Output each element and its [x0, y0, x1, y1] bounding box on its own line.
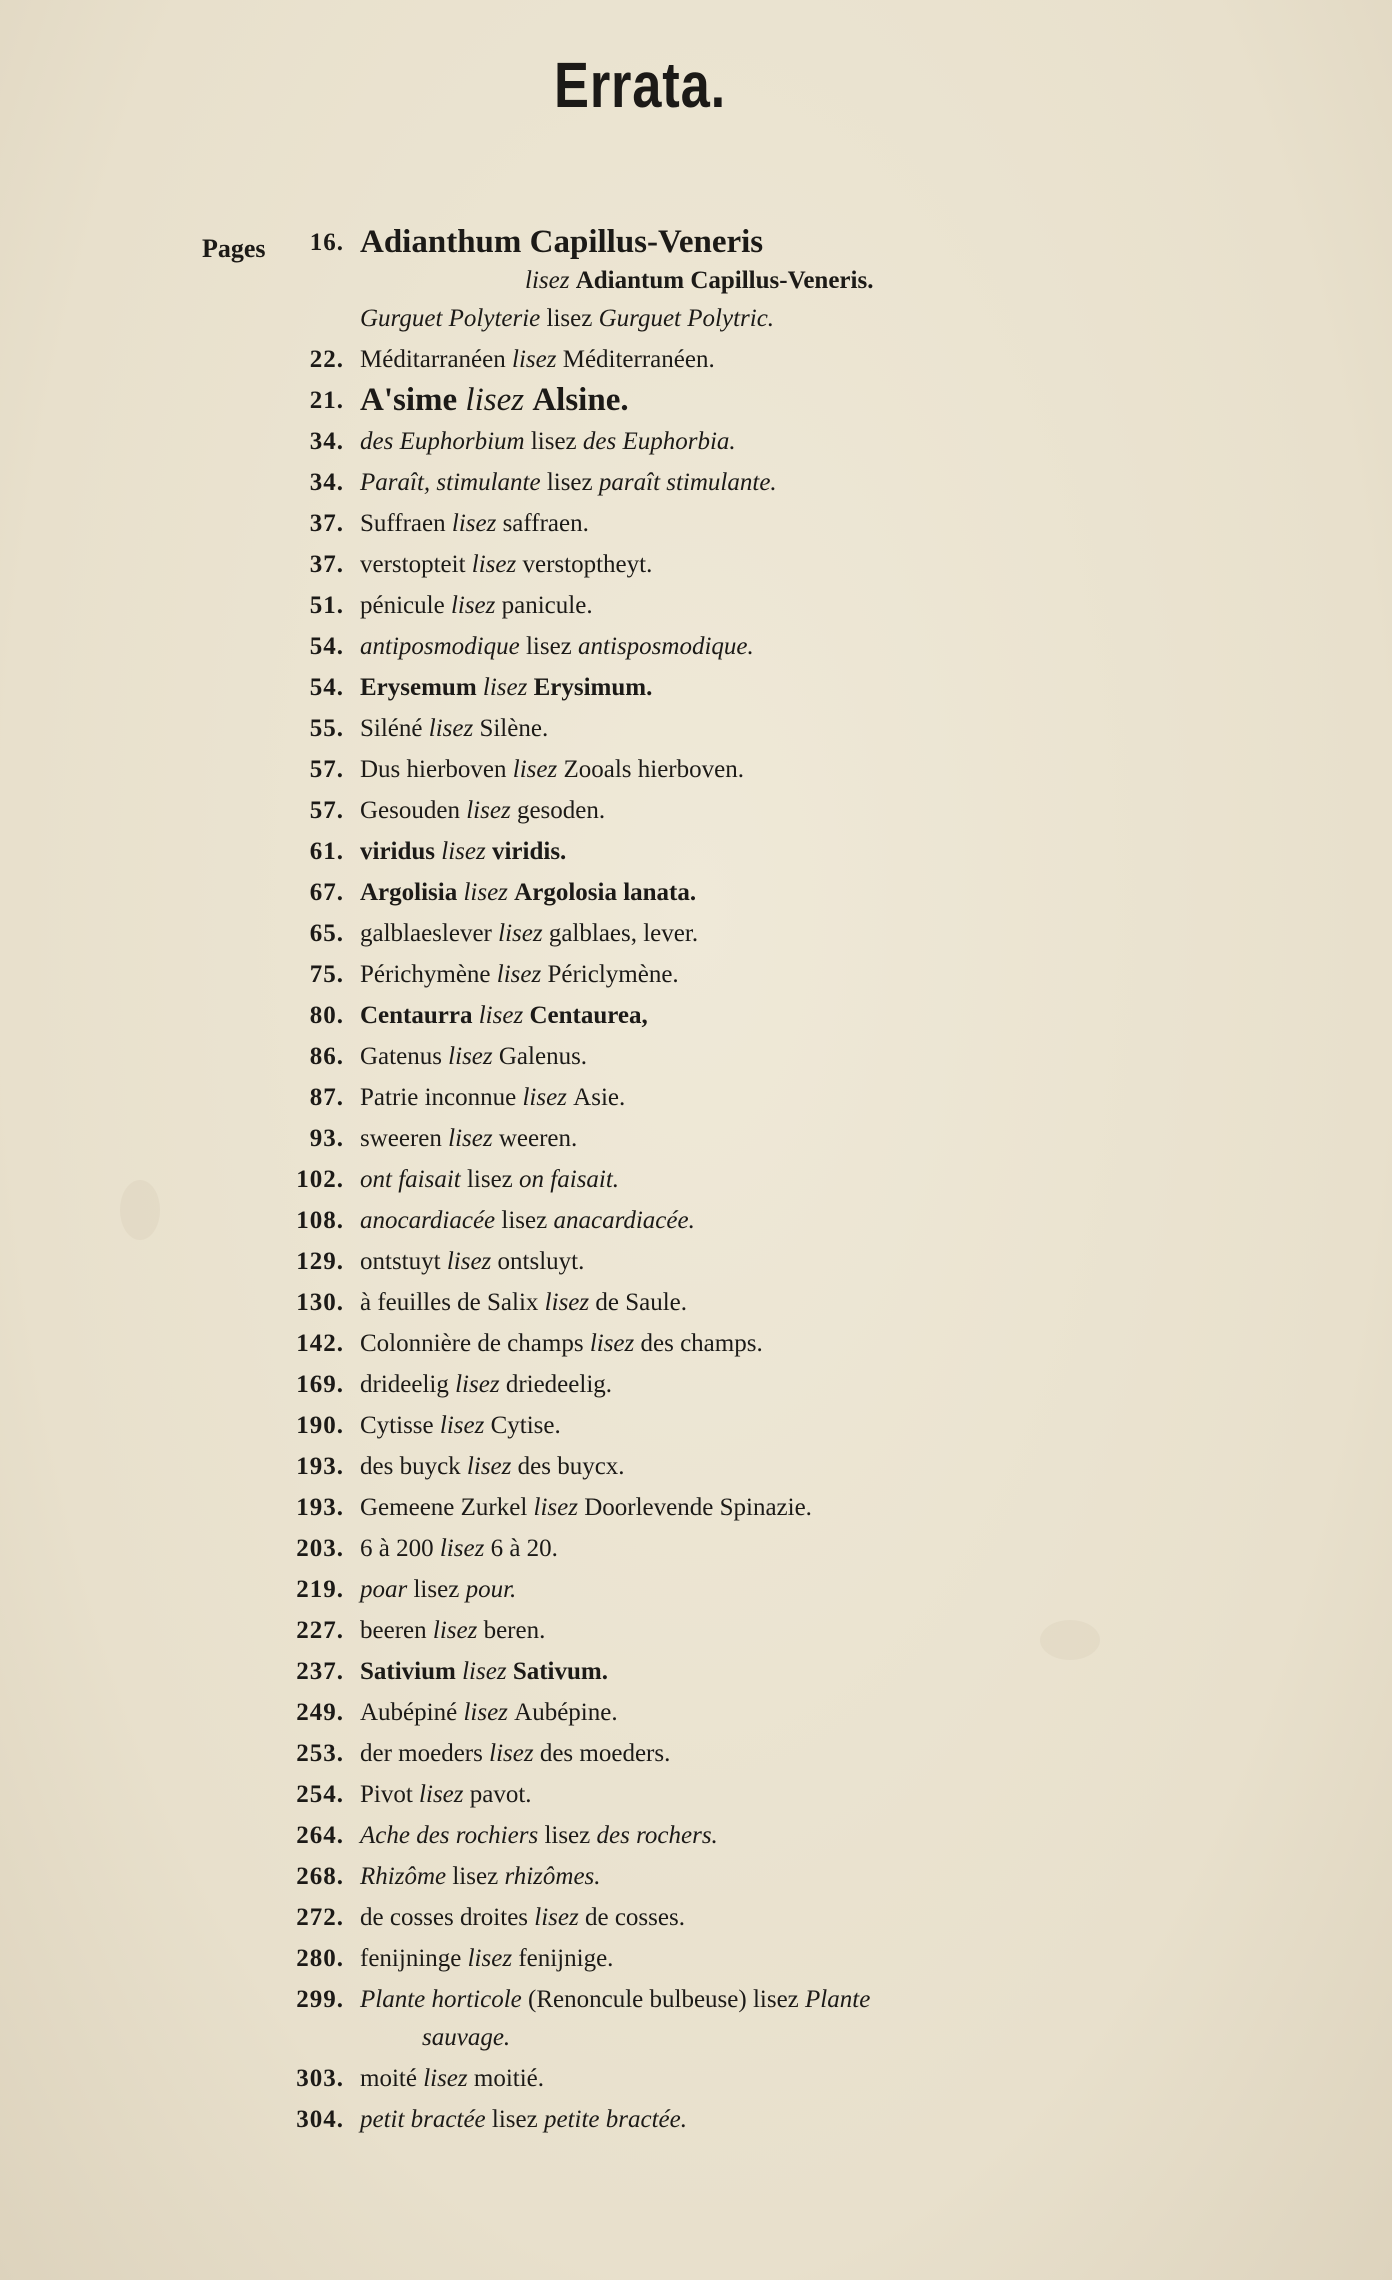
page-number: 57.	[309, 756, 344, 783]
bold-text: Alsine.	[532, 382, 629, 418]
italic-text: lisez	[496, 961, 548, 988]
errata-entry	[0, 1118, 1392, 1159]
errata-text	[360, 1528, 558, 1569]
page-number: 304.	[296, 2106, 344, 2133]
errata-entry	[0, 1159, 1392, 1200]
errata-entry	[0, 1241, 1392, 1282]
errata-entry	[0, 872, 1392, 913]
page-number: 87.	[309, 1084, 344, 1111]
errata-text	[360, 1282, 687, 1323]
plain-text: galblaeslever	[360, 920, 499, 947]
errata-entry	[0, 222, 1392, 263]
plain-text: beeren	[360, 1617, 433, 1644]
errata-entry	[0, 1856, 1392, 1897]
bold-text: Adianthum Capillus-Veneris	[360, 224, 764, 260]
errata-text	[360, 544, 652, 585]
plain-text: verstoptheyt.	[522, 551, 653, 578]
errata-text	[360, 1938, 613, 1979]
italic-text: Plante horticole	[360, 1986, 522, 2013]
plain-text: lisez	[538, 1822, 597, 1849]
page-number: 280.	[296, 1945, 344, 1972]
errata-entry	[0, 1446, 1392, 1487]
errata-text	[360, 1077, 625, 1118]
plain-text: Périclymène.	[547, 961, 679, 988]
italic-text: antiposmodique	[360, 633, 520, 660]
plain-text: Aubépine.	[514, 1699, 618, 1726]
errata-entry	[0, 1610, 1392, 1651]
italic-text: anocardiacée	[360, 1207, 496, 1234]
plain-text: drideelig	[360, 1371, 456, 1398]
plain-text: Doorlevende Spinazie.	[584, 1494, 812, 1521]
italic-text: lisez	[462, 1658, 513, 1685]
plain-text: moitié.	[473, 2065, 545, 2092]
errata-entry	[0, 298, 1392, 339]
italic-text: lisez	[498, 920, 549, 947]
plain-text: de cosses droites	[360, 1904, 535, 1931]
errata-entry	[0, 380, 1392, 421]
page-number: 190.	[296, 1412, 344, 1439]
italic-text: lisez	[448, 1043, 499, 1070]
errata-entry	[0, 1323, 1392, 1364]
errata-entry	[0, 790, 1392, 831]
page-number: 34.	[309, 469, 344, 496]
page-number: 80.	[309, 1002, 344, 1029]
plain-text: à feuilles de Salix	[360, 1289, 545, 1316]
italic-text: Rhizôme	[360, 1863, 447, 1890]
page-number: 16.	[309, 229, 344, 256]
italic-text: lisez	[466, 1453, 518, 1480]
plain-text: Silène.	[479, 715, 549, 742]
italic-text: anacardiacée.	[553, 1207, 695, 1234]
italic-text: lisez	[451, 510, 503, 537]
errata-entry	[0, 954, 1392, 995]
plain-text: des buycx.	[517, 1453, 625, 1480]
plain-text: galblaes, lever.	[548, 920, 699, 947]
plain-text: lisez	[460, 1166, 520, 1193]
errata-text	[360, 1692, 618, 1733]
italic-text: pour.	[465, 1576, 517, 1603]
page-number: 93.	[309, 1125, 344, 1152]
plain-text: lisez	[540, 469, 599, 496]
errata-text	[360, 380, 629, 421]
page-number: 65.	[309, 920, 344, 947]
errata-text	[360, 1323, 763, 1364]
italic-text: lisez	[482, 674, 534, 701]
errata-entry	[0, 462, 1392, 503]
plain-text: driedeelig.	[505, 1371, 613, 1398]
italic-text: lisez	[471, 551, 523, 578]
plain-text: 6 à 20.	[490, 1535, 558, 1562]
bold-text: Erysemum	[360, 674, 483, 701]
italic-text: lisez	[522, 1084, 574, 1111]
errata-text	[360, 2058, 544, 2099]
errata-entry	[0, 1405, 1392, 1446]
plain-text: verstopteit	[360, 551, 472, 578]
plain-text: fenijninge	[360, 1945, 468, 1972]
errata-entry	[0, 1364, 1392, 1405]
bold-text: Adiantum Capillus-Veneris.	[575, 267, 874, 294]
page-number: 57.	[309, 797, 344, 824]
italic-text: Ache des rochiers	[360, 1822, 539, 1849]
plain-text: Suffraen	[360, 510, 452, 537]
errata-text	[360, 872, 696, 913]
italic-text: lisez	[463, 879, 515, 906]
errata-text	[360, 222, 763, 263]
plain-text: Méditarranéen	[360, 346, 513, 373]
italic-text: ont faisait	[360, 1166, 461, 1193]
page-number: 299.	[296, 1986, 344, 2013]
page-number: 54.	[309, 674, 344, 701]
pages-label: Pages	[202, 234, 266, 263]
italic-text: des rochers.	[596, 1822, 718, 1849]
italic-text: Gurguet Polyterie	[360, 305, 541, 332]
page-number: 129.	[296, 1248, 344, 1275]
errata-text	[360, 339, 715, 380]
errata-list	[0, 222, 1392, 2140]
italic-text: lisez	[441, 838, 492, 865]
errata-entry	[0, 585, 1392, 626]
plain-text: (Renoncule bulbeuse) lisez	[521, 1986, 806, 2013]
page-number: 193.	[296, 1494, 344, 1521]
page-number: 253.	[296, 1740, 344, 1767]
italic-text: lisez	[439, 1535, 491, 1562]
page-number: 61.	[309, 838, 344, 865]
errata-entry	[0, 1200, 1392, 1241]
errata-entry	[0, 913, 1392, 954]
errata-text	[360, 913, 698, 954]
italic-text: lisez	[463, 1699, 515, 1726]
errata-entry	[0, 1897, 1392, 1938]
plain-text: Gesouden	[360, 797, 467, 824]
errata-entry	[0, 831, 1392, 872]
plain-text: Patrie inconnue	[360, 1084, 523, 1111]
plain-text: Gemeene Zurkel	[360, 1494, 534, 1521]
plain-text: Asie.	[573, 1084, 626, 1111]
bold-text: viridis.	[491, 838, 567, 865]
errata-entry	[0, 1774, 1392, 1815]
plain-text: panicule.	[501, 592, 593, 619]
plain-text: de cosses.	[584, 1904, 685, 1931]
errata-entry	[0, 1282, 1392, 1323]
errata-text	[360, 1897, 685, 1938]
plain-text: des champs.	[640, 1330, 763, 1357]
plain-text: lisez	[446, 1863, 505, 1890]
errata-entry	[0, 1979, 1392, 2020]
plain-text: lisez	[407, 1576, 466, 1603]
page-number: 67.	[309, 879, 344, 906]
page-number: 254.	[296, 1781, 344, 1808]
italic-text: lisez	[450, 592, 502, 619]
italic-text: lisez	[428, 715, 480, 742]
errata-text	[360, 462, 777, 503]
errata-entry	[0, 667, 1392, 708]
page-number: 249.	[296, 1699, 344, 1726]
plain-text: Gatenus	[360, 1043, 449, 1070]
page-number: 75.	[309, 961, 344, 988]
errata-entry	[0, 2058, 1392, 2099]
errata-entry	[0, 1077, 1392, 1118]
italic-text: lisez	[432, 1617, 484, 1644]
page-number: 303.	[296, 2065, 344, 2092]
page-number: 37.	[309, 551, 344, 578]
italic-text: lisez	[455, 1371, 506, 1398]
errata-entry	[0, 1938, 1392, 1979]
plain-text: saffraen.	[502, 510, 589, 537]
italic-text: petite bractée.	[543, 2106, 687, 2133]
errata-text	[360, 995, 648, 1036]
bold-text: Argolosia lanata.	[514, 879, 697, 906]
errata-entry	[0, 1569, 1392, 1610]
errata-text	[360, 1651, 608, 1692]
italic-text: poar	[360, 1576, 408, 1603]
plain-text: lisez	[485, 2106, 544, 2133]
plain-text: weeren.	[498, 1125, 578, 1152]
plain-text: ontsluyt.	[497, 1248, 585, 1275]
errata-entry	[0, 1692, 1392, 1733]
plain-text: Zooals hierboven.	[563, 756, 744, 783]
errata-text	[360, 503, 589, 544]
plain-text: der moeders	[360, 1740, 490, 1767]
plain-text: Pivot	[360, 1781, 420, 1808]
errata-entry	[0, 1487, 1392, 1528]
errata-text	[525, 260, 873, 301]
italic-text: lisez	[489, 1740, 540, 1767]
plain-text: gesoden.	[516, 797, 606, 824]
italic-text: antisposmodique.	[578, 633, 754, 660]
page-number: 237.	[296, 1658, 344, 1685]
plain-text: Dus hierboven	[360, 756, 513, 783]
plain-text: lisez	[524, 428, 583, 455]
errata-entry	[0, 1651, 1392, 1692]
errata-text	[360, 1118, 577, 1159]
plain-text: pénicule	[360, 592, 451, 619]
errata-text	[360, 626, 754, 667]
italic-text: lisez	[466, 797, 517, 824]
errata-text	[360, 2099, 687, 2140]
errata-text	[360, 954, 679, 995]
page-number: 51.	[309, 592, 344, 619]
italic-text: lisez	[419, 1781, 470, 1808]
errata-text	[360, 1856, 601, 1897]
page-number: 34.	[309, 428, 344, 455]
errata-text	[360, 831, 566, 872]
italic-text: lisez	[534, 1904, 585, 1931]
errata-text	[360, 1364, 612, 1405]
errata-text	[360, 298, 774, 339]
plain-text: Siléné	[360, 715, 429, 742]
bold-text: Sativum.	[512, 1658, 608, 1685]
plain-text: lisez	[540, 305, 599, 332]
errata-text	[360, 1979, 870, 2020]
bold-text: Sativium	[360, 1658, 463, 1685]
errata-entry	[0, 544, 1392, 585]
page-number: 102.	[296, 1166, 344, 1193]
errata-entry	[0, 421, 1392, 462]
plain-text: moité	[360, 2065, 424, 2092]
errata-text	[360, 790, 605, 831]
page-number: 227.	[296, 1617, 344, 1644]
italic-text: lisez	[533, 1494, 585, 1521]
bold-text: Centaurea,	[529, 1002, 648, 1029]
errata-text	[360, 585, 593, 626]
page-number: 193.	[296, 1453, 344, 1480]
errata-entry	[0, 749, 1392, 790]
errata-text	[360, 667, 652, 708]
errata-text	[360, 1200, 695, 1241]
errata-entry	[0, 1528, 1392, 1569]
page-number: 108.	[296, 1207, 344, 1234]
plain-text: pavot.	[469, 1781, 532, 1808]
errata-entry	[0, 708, 1392, 749]
plain-text: lisez	[495, 1207, 554, 1234]
bold-text: Argolisia	[360, 879, 464, 906]
italic-text: lisez	[589, 1330, 641, 1357]
errata-text	[360, 1241, 584, 1282]
page-number: 268.	[296, 1863, 344, 1890]
errata-entry	[0, 995, 1392, 1036]
italic-text: des Euphorbium	[360, 428, 525, 455]
page-number: 203.	[296, 1535, 344, 1562]
plain-text: de Saule.	[595, 1289, 688, 1316]
page-number: 272.	[296, 1904, 344, 1931]
italic-text: Gurguet Polytric.	[598, 305, 775, 332]
errata-entry	[0, 626, 1392, 667]
errata-text	[360, 1774, 532, 1815]
plain-text: Colonnière de champs	[360, 1330, 590, 1357]
errata-text	[360, 1733, 670, 1774]
italic-text: on faisait.	[519, 1166, 620, 1193]
plain-text: des moeders.	[539, 1740, 671, 1767]
errata-text	[360, 1487, 812, 1528]
errata-text	[360, 1569, 516, 1610]
italic-text: lisez	[478, 1002, 530, 1029]
page-number: 22.	[309, 346, 344, 373]
italic-text: lisez	[525, 267, 576, 294]
plain-text: lisez	[519, 633, 579, 660]
errata-text	[360, 708, 548, 749]
page-number: 86.	[309, 1043, 344, 1070]
errata-entry	[0, 2099, 1392, 2140]
italic-text: lisez	[467, 1945, 519, 1972]
italic-text: lisez	[465, 382, 533, 418]
italic-text: lisez	[446, 1248, 498, 1275]
errata-entry	[0, 1036, 1392, 1077]
page-number: 264.	[296, 1822, 344, 1849]
italic-text: lisez	[448, 1125, 499, 1152]
page-title: Errata.	[553, 49, 727, 121]
errata-text	[360, 1610, 545, 1651]
italic-text: lisez	[423, 2065, 474, 2092]
errata-text	[422, 2017, 510, 2058]
errata-text	[360, 1036, 587, 1077]
errata-entry	[0, 503, 1392, 544]
plain-text: des buyck	[360, 1453, 467, 1480]
plain-text: Galenus.	[498, 1043, 588, 1070]
errata-entry	[0, 1815, 1392, 1856]
errata-text	[360, 1446, 625, 1487]
errata-entry	[0, 339, 1392, 380]
plain-text: 6 à 200	[360, 1535, 440, 1562]
plain-text: Cytisse	[360, 1412, 440, 1439]
plain-text: Périchymène	[360, 961, 497, 988]
page-number: 37.	[309, 510, 344, 537]
errata-entry	[0, 1733, 1392, 1774]
page-number: 21.	[309, 387, 344, 414]
page-number: 55.	[309, 715, 344, 742]
bold-text: viridus	[360, 838, 442, 865]
italic-text: des Euphorbia.	[582, 428, 736, 455]
plain-text: sweeren	[360, 1125, 449, 1152]
errata-text	[360, 1159, 619, 1200]
italic-text: Paraît, stimulante	[360, 469, 541, 496]
italic-text: lisez	[439, 1412, 491, 1439]
italic-text: lisez	[512, 756, 564, 783]
bold-text: A'sime	[360, 382, 466, 418]
page-number: 169.	[296, 1371, 344, 1398]
plain-text: fenijnige.	[518, 1945, 614, 1972]
plain-text: Méditerranéen.	[562, 346, 715, 373]
page-number: 130.	[296, 1289, 344, 1316]
plain-text: Aubépiné	[360, 1699, 464, 1726]
errata-text	[360, 1405, 561, 1446]
italic-text: rhizômes.	[504, 1863, 601, 1890]
page-number: 142.	[296, 1330, 344, 1357]
bold-text: Centaurra	[360, 1002, 479, 1029]
plain-text: ontstuyt	[360, 1248, 447, 1275]
errata-text	[360, 1815, 718, 1856]
italic-text: lisez	[512, 346, 563, 373]
italic-text: Plante	[805, 1986, 871, 2013]
italic-text: paraît stimulante.	[598, 469, 777, 496]
errata-text	[360, 421, 736, 462]
italic-text: lisez	[544, 1289, 596, 1316]
errata-entry	[0, 260, 1392, 301]
italic-text: petit bractée	[360, 2106, 486, 2133]
page-number: 54.	[309, 633, 344, 660]
errata-text	[360, 749, 744, 790]
page-number: 219.	[296, 1576, 344, 1603]
plain-text: beren.	[483, 1617, 546, 1644]
plain-text: Cytise.	[490, 1412, 561, 1439]
bold-text: Erysimum.	[533, 674, 653, 701]
errata-entry	[0, 2017, 1392, 2058]
italic-text: sauvage.	[422, 2024, 511, 2051]
